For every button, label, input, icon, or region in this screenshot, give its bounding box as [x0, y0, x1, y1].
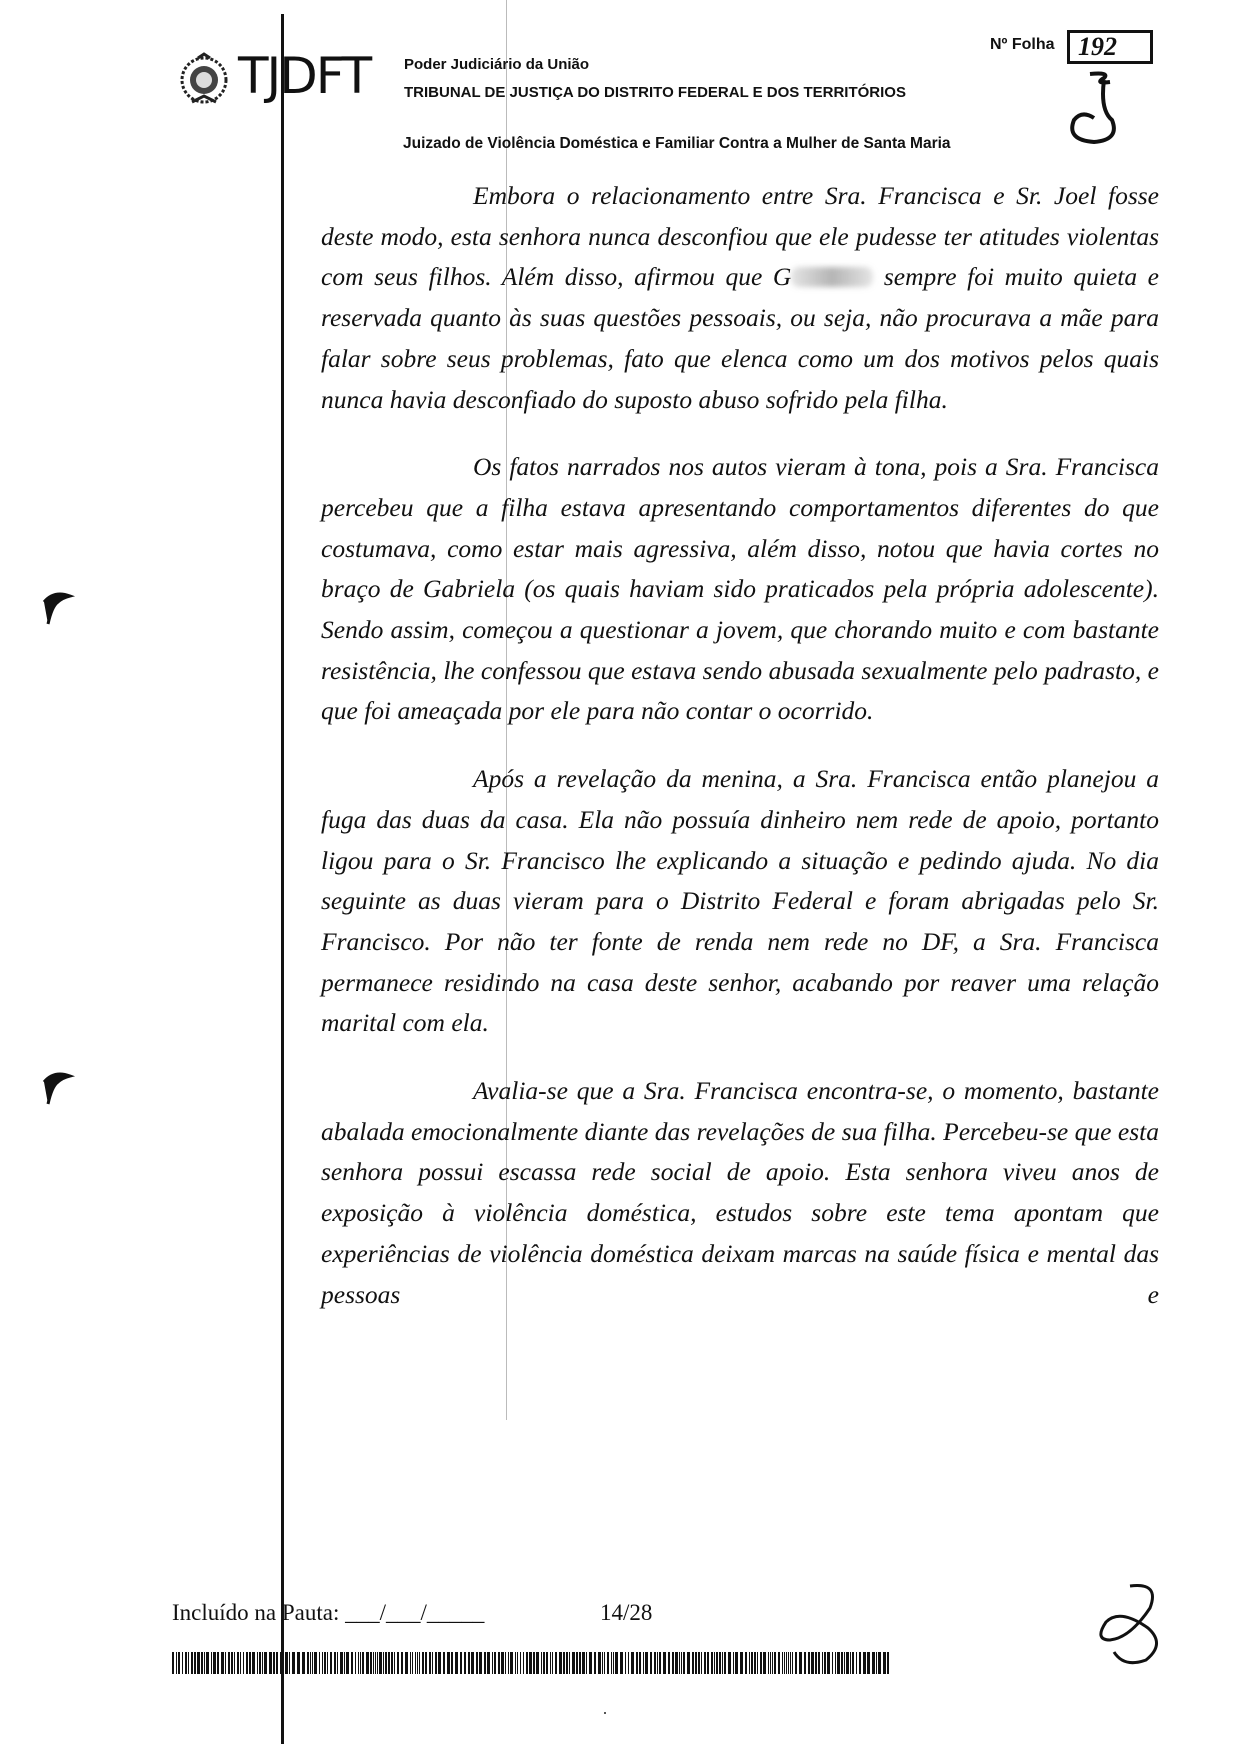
handwritten-signature-icon: [1090, 1578, 1170, 1668]
paragraph-1: Embora o relacionamento entre Sra. Francisca e Sr. Joel fosse deste modo, esta senhora nunca desconfiou que ele pudesse ter atitudes violentas com seus filhos. Além disso, afirmou que G sempre foi muito quieta e reservada quanto às suas questões pessoais, ou seja, não procurava a mãe para falar sobre seus problemas, fato que elenca como um dos motivos pelos quais nunca havia desconfiado do suposto abuso sofrido pela filha.: [321, 181, 1159, 414]
scan-speck: [604, 1712, 606, 1714]
header-line-1: Poder Judiciário da União: [404, 56, 590, 73]
header-line-3: Juizado de Violência Doméstica e Familiar Contra a Mulher de Santa Maria: [403, 135, 951, 152]
page-number: 14/28: [600, 1600, 653, 1625]
scan-edge-line: [281, 14, 284, 1744]
barcode: [172, 1652, 892, 1674]
margin-mark-icon: [40, 588, 80, 628]
tjdft-logo: TJDFT: [238, 47, 371, 105]
folha-label: Nº Folha: [990, 36, 1055, 53]
folha-number: 192: [1078, 32, 1117, 61]
paragraph-2: Os fatos narrados nos autos vieram à tona, pois a Sra. Francisca percebeu que a filha estava apresentando comportamentos diferentes do que costumava, como estar mais agressiva, além disso, notou que havia cortes no braço de Gabriela (os quais haviam sido praticados pela própria adolescente). Sendo assim, começou a questionar a jovem, que chorando muito e com bastante resistência, lhe confessou que estava sendo abusada sexualmente pelo padrasto, e que foi ameaçada por ele para não contar o ocorrido.: [321, 452, 1159, 726]
document-body: [321, 176, 1159, 1342]
coat-of-arms-icon: [178, 52, 230, 110]
margin-mark-icon: [40, 1068, 80, 1108]
handwritten-initial-icon: [1060, 70, 1140, 150]
paragraph-4: Avalia-se que a Sra. Francisca encontra-se, o momento, bastante abalada emocionalmente diante das revelações de sua filha. Percebeu-se que esta senhora possui escassa rede social de apoio. Esta senhora viveu anos de exposição à violência doméstica, estudos sobre este tema apontam que experiências de violência doméstica deixam marcas na saúde física e mental das pessoas e: [321, 1076, 1159, 1309]
pauta-field: Incluído na Pauta: ___/___/_____: [172, 1600, 485, 1625]
redacted-name: [791, 267, 873, 287]
paragraph-3: Após a revelação da menina, a Sra. Francisca então planejou a fuga das duas da casa. Ela não possuía dinheiro nem rede de apoio, portanto ligou para o Sr. Francisco lhe explicando a situação e pedindo ajuda. No dia seguinte as duas vieram para o Distrito Federal e foram abrigadas pelo Sr. Francisco. Por não ter fonte de renda nem rede no DF, a Sra. Francisca permanece residindo na casa deste senhor, acabando por reaver uma relação marital com ela.: [321, 764, 1159, 1038]
header-line-2: TRIBUNAL DE JUSTIÇA DO DISTRITO FEDERAL E DOS TERRITÓRIOS: [404, 84, 906, 101]
